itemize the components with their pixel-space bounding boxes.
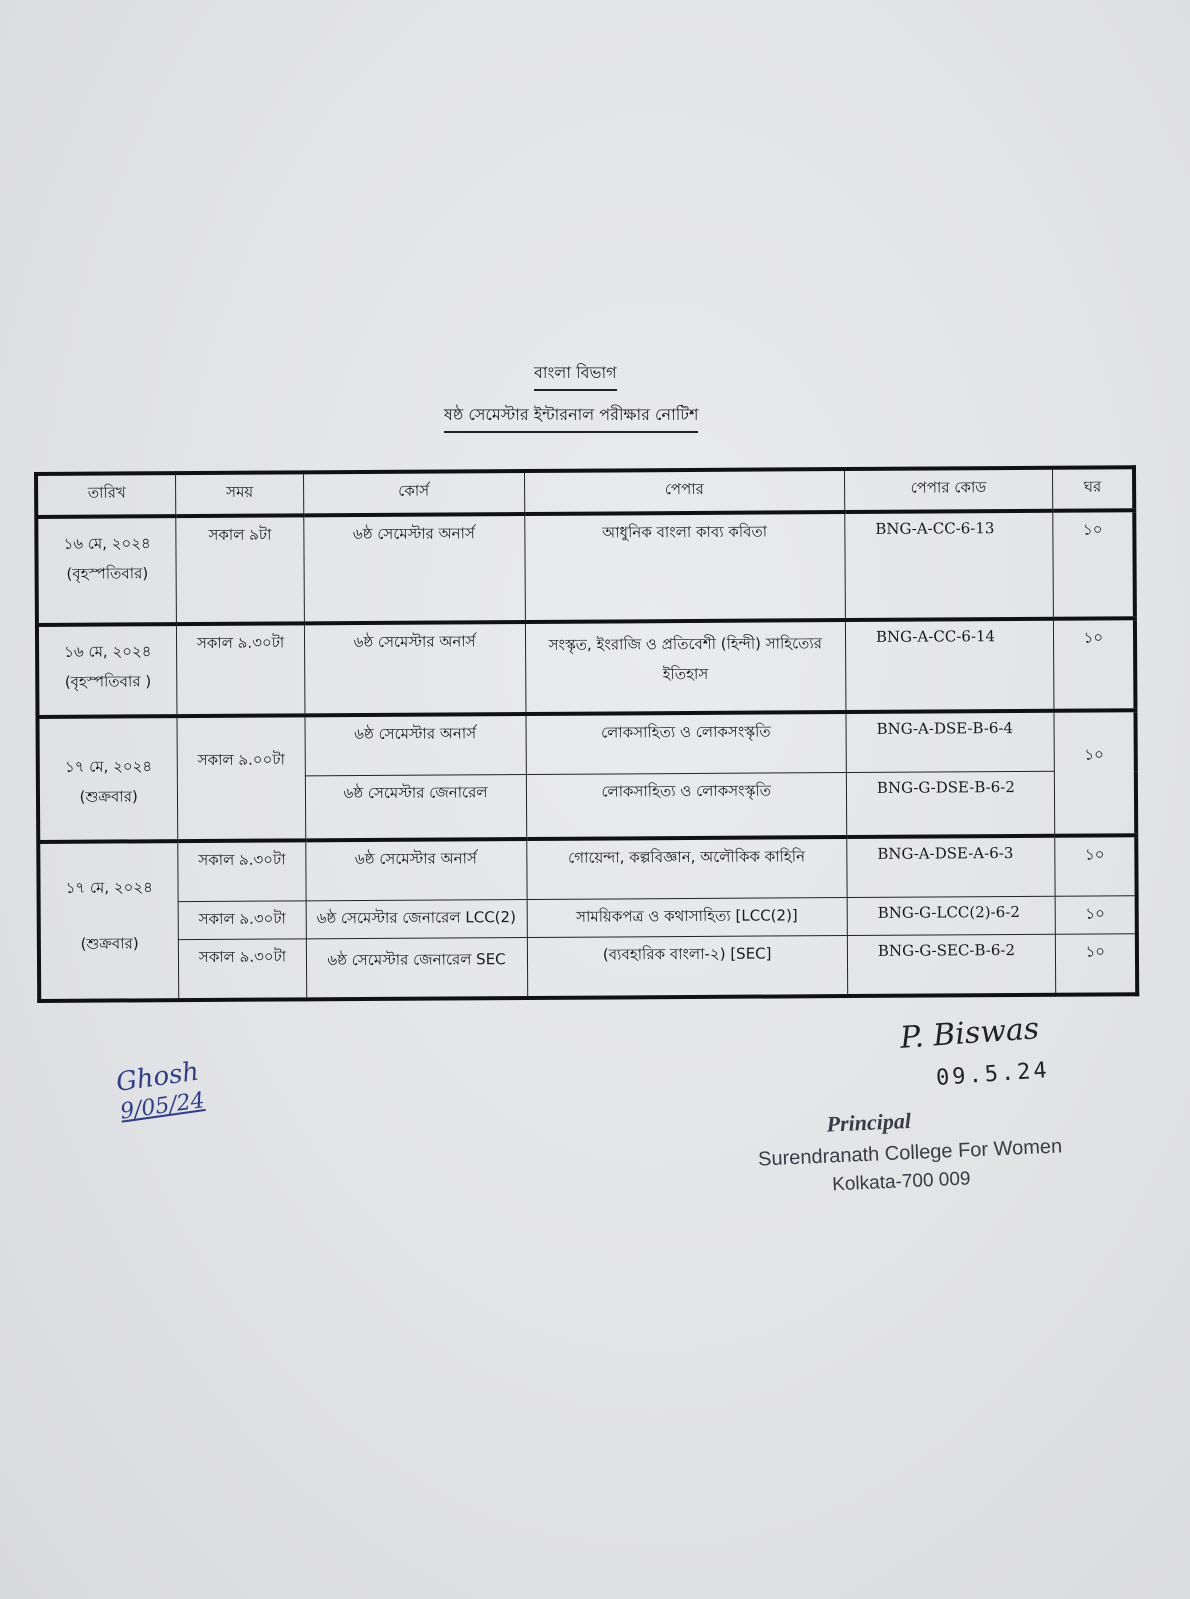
time-cell: সকাল ৯.৩০টা xyxy=(179,939,307,1000)
date-cell xyxy=(37,624,178,717)
col-header-time: সময় xyxy=(176,472,303,516)
table-header-row xyxy=(36,467,1134,517)
time-cell: সকাল ৯টা xyxy=(176,515,304,624)
stamp-college: Surendranath College For Women xyxy=(757,1135,1063,1171)
principal-signature-date: 09.5.24 xyxy=(935,1058,1051,1091)
table-row xyxy=(39,896,1137,941)
table-row xyxy=(37,618,1136,717)
col-header-room: ঘর xyxy=(1052,467,1134,510)
paper-cell: (ব্যবহারিক বাংলা-২) [SEC] xyxy=(527,936,848,998)
teacher-signature-name: Ghosh xyxy=(114,1056,201,1098)
course-cell: ৬ষ্ঠ সেমেস্টার জেনারেল xyxy=(305,775,526,841)
table-row xyxy=(37,710,1135,777)
paper-code-cell: BNG-G-DSE-B-6-2 xyxy=(846,771,1054,837)
teacher-signature-date: 9/05/24 xyxy=(118,1088,207,1125)
paper-code-cell: BNG-A-CC-6-14 xyxy=(845,619,1053,712)
table-row xyxy=(38,835,1136,902)
date-text: ১৭ মে, ২০২৪ xyxy=(64,756,153,776)
date-text: ১৭ মে, ২০২৪ xyxy=(65,878,153,897)
col-header-paper: পেপার xyxy=(524,469,845,514)
col-header-course: কোর্স xyxy=(303,471,524,515)
date-text: ১৬ মে, ২০২৪ xyxy=(63,534,151,553)
room-cell: ১০ xyxy=(1053,618,1135,710)
table-row xyxy=(36,510,1135,625)
stamp-city: Kolkata-700 009 xyxy=(831,1168,971,1196)
col-header-date: তারিখ xyxy=(36,473,176,517)
course-cell: ৬ষ্ঠ সেমেস্টার অনার্স xyxy=(305,714,526,776)
room-cell: ১০ xyxy=(1055,896,1137,934)
date-text: ১৬ মে, ২০২৪ xyxy=(64,642,152,661)
paper-cell: সংস্কৃত, ইংরাজি ও প্রতিবেশী (হিন্দী) সাহিত্যের ইতিহাস xyxy=(525,620,846,714)
paper-cell: আধুনিক বাংলা কাব্য কবিতা xyxy=(524,512,845,622)
col-header-paper-code: পেপার কোড xyxy=(844,468,1052,512)
room-cell: ১০ xyxy=(1054,835,1136,896)
day-text: (বৃহস্পতিবার) xyxy=(66,564,149,583)
paper-cell: লোকসাহিত্য ও লোকসংস্কৃতি xyxy=(526,773,847,839)
time-cell: সকাল ৯.০০টা xyxy=(177,715,305,841)
paper-code-cell: BNG-A-DSE-B-6-4 xyxy=(846,711,1054,773)
room-cell: ১০ xyxy=(1055,934,1137,995)
department-heading: বাংলা বিভাগ xyxy=(534,360,617,391)
date-cell xyxy=(37,716,178,842)
paper-code-cell: BNG-G-SEC-B-6-2 xyxy=(847,934,1055,996)
paper-cell: গোয়েন্দা, কল্পবিজ্ঞান, অলৌকিক কাহিনি xyxy=(526,837,847,899)
day-text: (বৃহস্পতিবার ) xyxy=(64,672,152,691)
paper-code-cell: BNG-A-CC-6-13 xyxy=(845,511,1053,620)
exam-schedule-table xyxy=(34,465,1139,1003)
time-cell: সকাল ৯.৩০টা xyxy=(179,901,306,940)
course-cell: ৬ষ্ঠ সেমেস্টার অনার্স xyxy=(303,514,525,623)
paper-code-cell: BNG-G-LCC(2)-6-2 xyxy=(847,896,1055,935)
paper-code-cell: BNG-A-DSE-A-6-3 xyxy=(847,836,1055,898)
date-cell xyxy=(36,516,177,625)
course-cell: ৬ষ্ঠ সেমেস্টার জেনারেল SEC xyxy=(306,937,527,999)
principal-signature: P. Biswas xyxy=(898,1011,1041,1056)
principal-stamp xyxy=(738,1101,1081,1201)
course-cell: ৬ষ্ঠ সেমেস্টার অনার্স xyxy=(305,839,526,901)
room-cell: ১০ xyxy=(1054,710,1137,835)
course-cell: ৬ষ্ঠ সেমেস্টার অনার্স xyxy=(304,622,525,715)
paper-cell: লোকসাহিত্য ও লোকসংস্কৃতি xyxy=(525,712,846,774)
teacher-signature xyxy=(114,1056,206,1127)
day-text: (শুক্রবার) xyxy=(79,786,138,806)
course-cell: ৬ষ্ঠ সেমেস্টার জেনারেল LCC(2) xyxy=(306,899,527,938)
day-text: (শুক্রবার) xyxy=(80,934,139,953)
stamp-title: Principal xyxy=(826,1107,912,1137)
room-cell: ১০ xyxy=(1052,510,1134,618)
table-row xyxy=(39,934,1137,1001)
time-cell: সকাল ৯.৩০টা xyxy=(177,623,305,716)
time-cell: সকাল ৯.৩০টা xyxy=(178,840,306,901)
date-cell xyxy=(38,841,179,1001)
notice-title: ষষ্ঠ সেমেস্টার ইন্টারনাল পরীক্ষার নোটিশ xyxy=(444,402,698,433)
paper-cell: সাময়িকপত্র ও কথাসাহিত্য [LCC(2)] xyxy=(527,898,848,938)
